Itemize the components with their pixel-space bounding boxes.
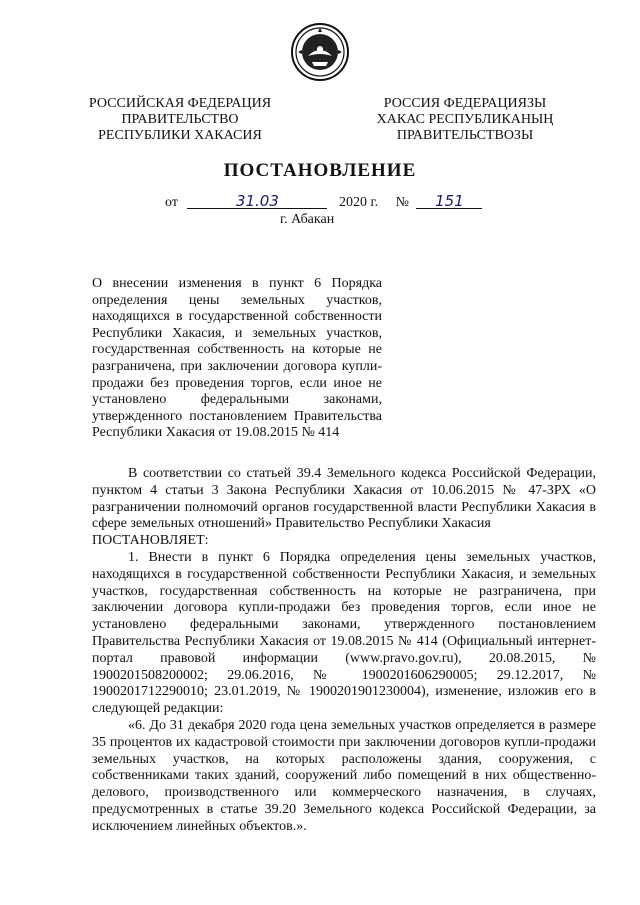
header-left (80, 96, 280, 144)
year-label: 2020 г. (338, 195, 379, 210)
decree-word: ПОСТАНОВЛЯЕТ: (92, 533, 209, 549)
item-1-paragraph: 1. Внести в пункт 6 Порядка определения цены земельных участков, находящихся в государственной собственности Республики Хакасия, и земельных участков, государственная собственность на которые не разграничена, при заключении договора купли-продажи без проведения торгов, если иное не установлено федеральными законами, утвержденного постановлением Правительства Республики Хакасия от 19.08.2015 № 414 (Официальный интернет-портал правовой информации (www.pravo.gov.ru), 20.08.2015, № 1900201508200002; 29.06.2016, № 1900201606290005; 29.12.2017, № 1900201712290010; 23.01.2019, № 1900201901230004), изменение, изложив его в следующей редакции: (92, 549, 596, 717)
subject-text: О внесении изменения в пункт 6 Порядка определения цены земельных участков, находящихся в государственной собственности Республики Хакасия, и земельных участков, государственная собственность на которые не разграничена, при заключении договора купли-продажи без проведения торгов, если иное не установлено федеральными законами, утвержденного постановлением Правительства Республики Хакасия от 19.08.2015 № 414 (92, 276, 382, 441)
document-body (92, 466, 596, 836)
city: г. Абакан (280, 212, 335, 227)
header-left-line: ПРАВИТЕЛЬСТВО (121, 112, 239, 127)
preamble-paragraph: В соответствии со статьей 39.4 Земельного кодекса Российской Федерации, пунктом 4 статьи 3 Закона Республики Хакасия от 10.06.2015 № 47-ЗРХ «О разграничении полномочий органов государственной власти Республики Хакасия в сфере земельных отношений» Правительство Республики Хакасия (92, 466, 596, 532)
from-label: от (165, 195, 178, 210)
header-right (370, 96, 560, 144)
handwritten-number: 151 (416, 194, 482, 209)
header-right-line: ХАКАС РЕСПУБЛИКАНЫҢ (376, 112, 554, 127)
document-title: ПОСТАНОВЛЕНИЕ (223, 160, 417, 181)
handwritten-date: 31.03 (187, 194, 327, 209)
header-left-line: РОССИЙСКАЯ ФЕДЕРАЦИЯ (88, 96, 272, 111)
date-line (165, 194, 495, 211)
coat-of-arms-icon (290, 22, 350, 82)
quoted-paragraph: «6. До 31 декабря 2020 года цена земельных участков определяется в размере 35 процентов их кадастровой стоимости при заключении договоров купли-продажи земельных участков, на которых расположены здания, сооружения, с собственниками таких зданий, сооружений либо помещений в них общественно-делового, производственного или коммерческого назначения, в случаях, предусмотренных в статье 39.20 Земельного кодекса Российской Федерации, за исключением линейных объектов.». (92, 717, 596, 834)
header-left-line: РЕСПУБЛИКИ ХАКАСИЯ (98, 128, 262, 143)
header-right-line: ПРАВИТЕЛЬСТВОЗЫ (396, 128, 534, 143)
number-label: № (395, 195, 409, 210)
header-right-line: РОССИЯ ФЕДЕРАЦИЯЗЫ (383, 96, 547, 111)
